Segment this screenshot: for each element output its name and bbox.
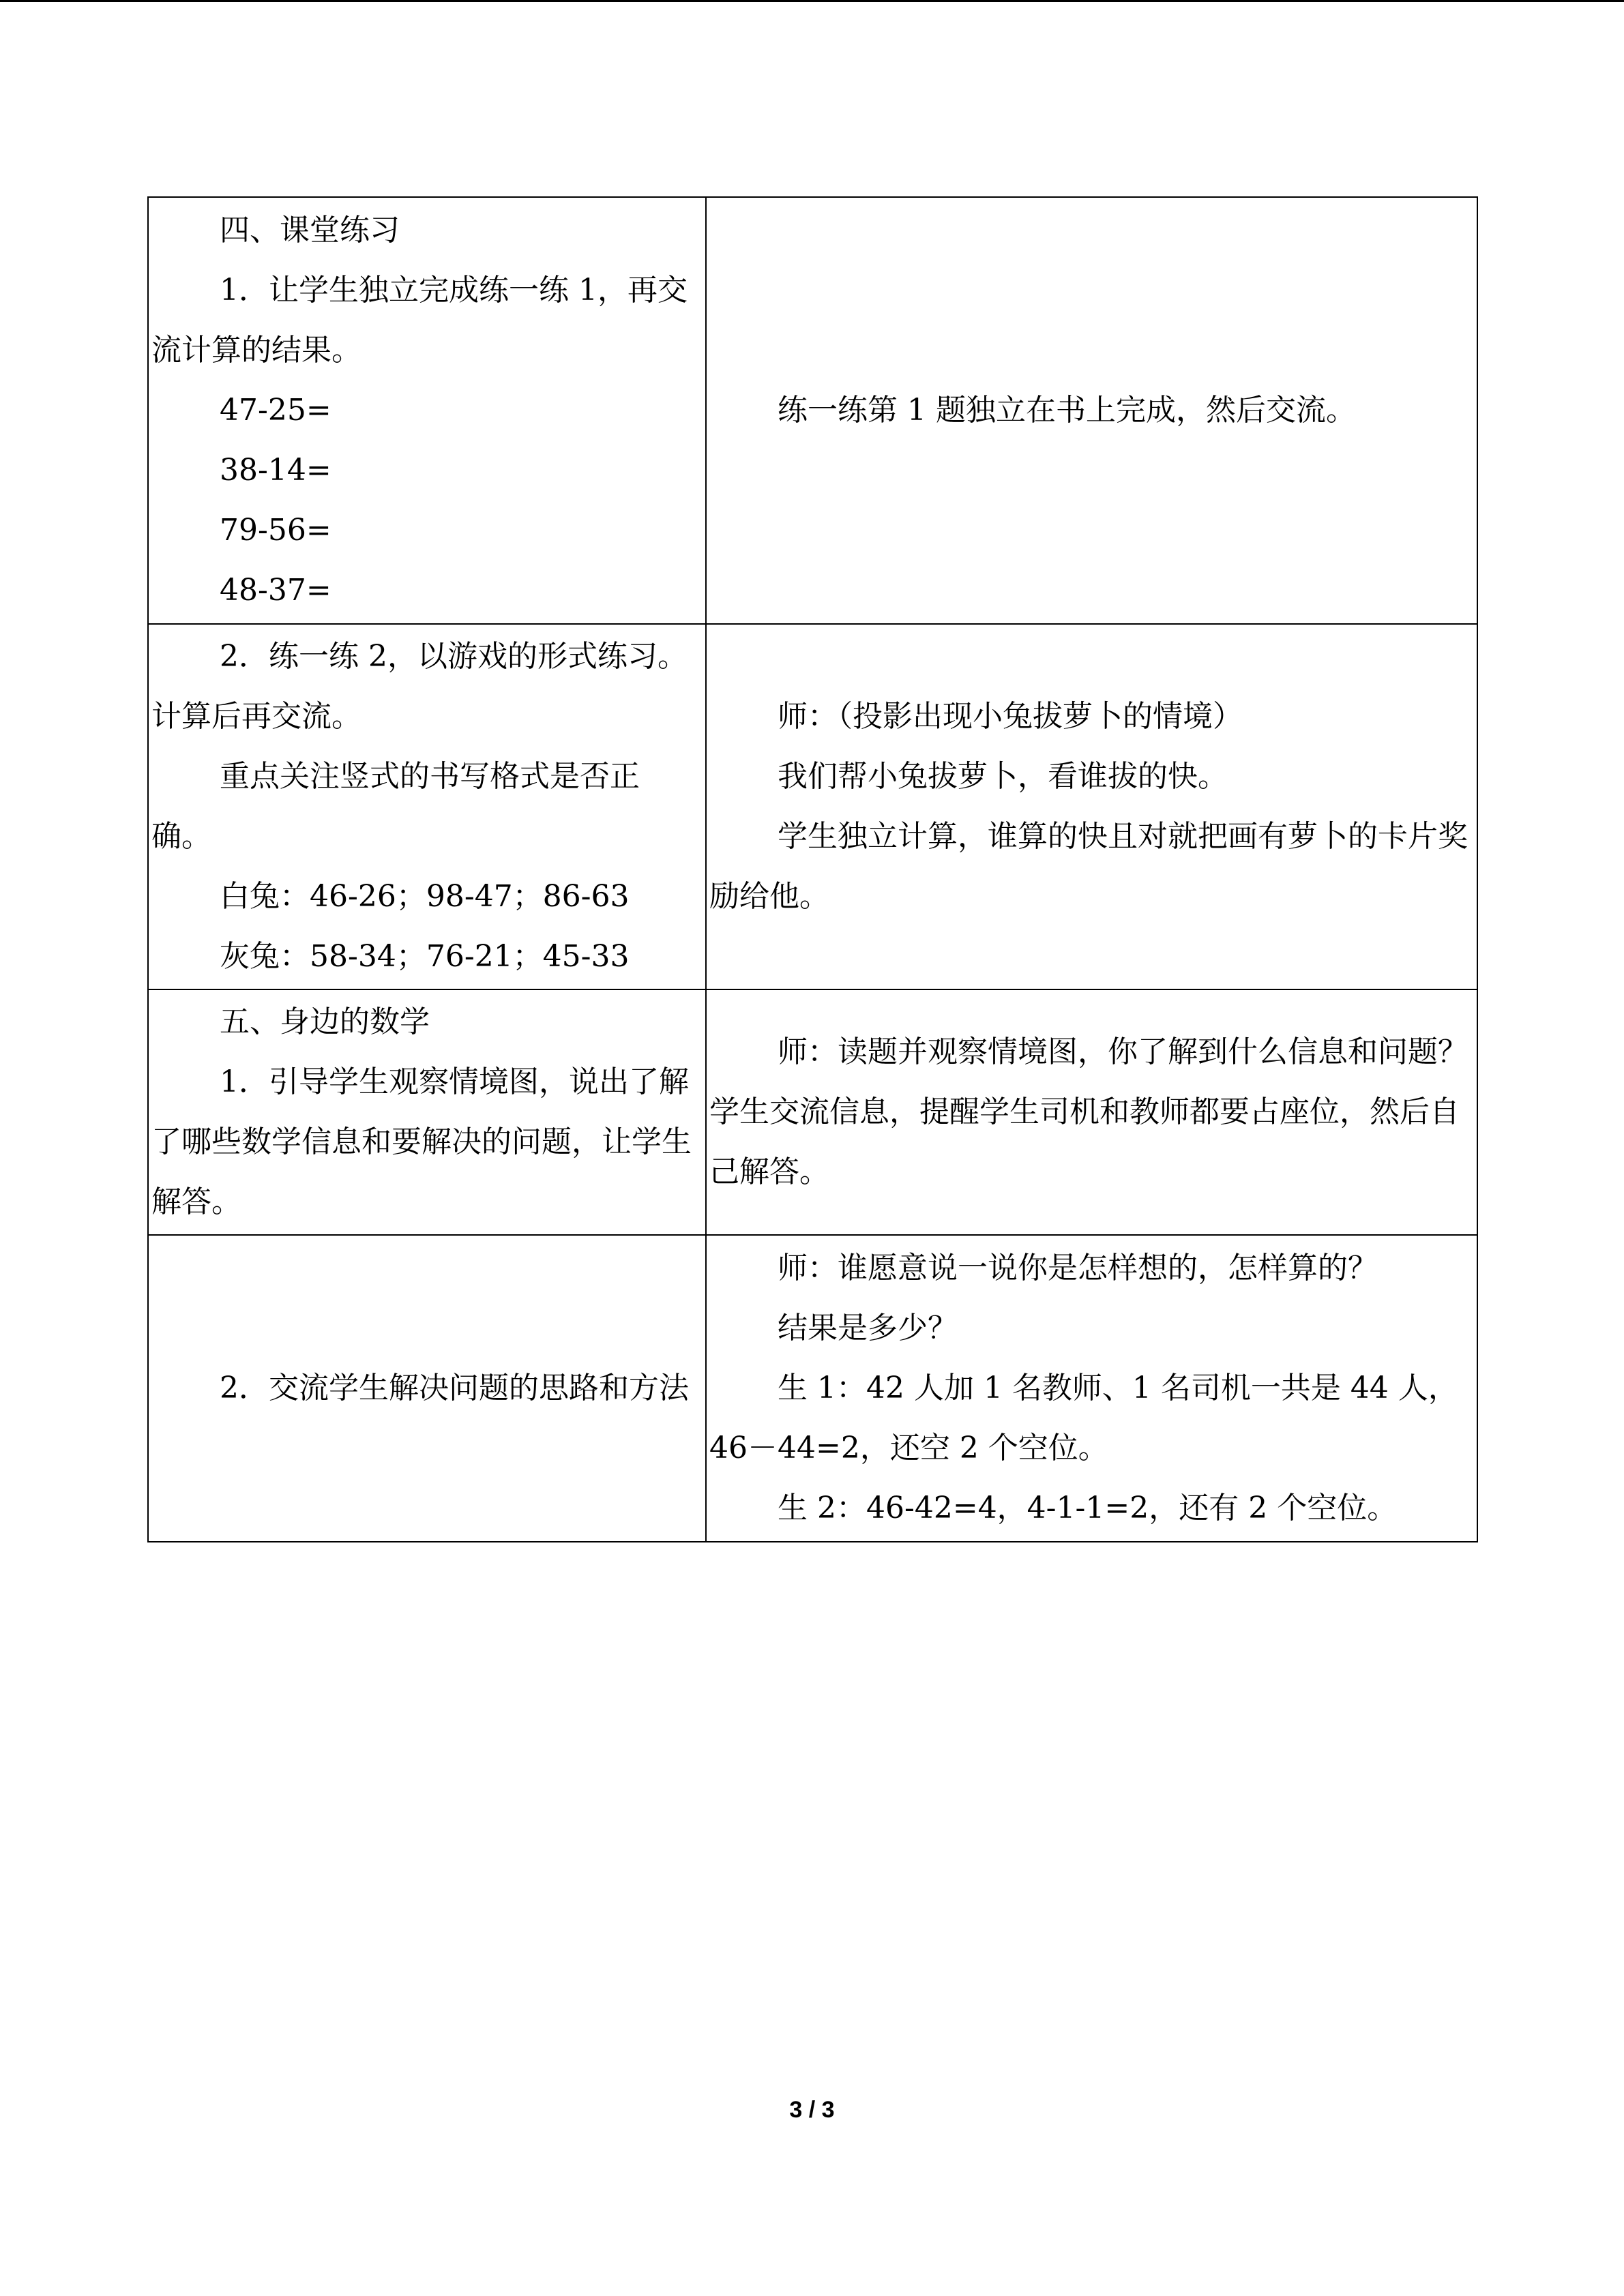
paragraph: 2．练一练 2，以游戏的形式练习。计算后再交流。 bbox=[151, 639, 688, 734]
equation-list: 灰兔：58-34；76-21；45-33 bbox=[220, 939, 630, 974]
paragraph: 师：谁愿意说一说你是怎样想的，怎样算的？ bbox=[778, 1251, 1378, 1285]
table-row-everyday-math bbox=[148, 989, 1477, 1235]
table-row-class-practice bbox=[148, 197, 1477, 624]
paragraph: 我们帮小兔拔萝卜，看谁拔的快。 bbox=[778, 759, 1228, 794]
top-border-line bbox=[0, 0, 1624, 2]
cell-teaching-process bbox=[148, 624, 706, 989]
cell-teaching-process bbox=[148, 1235, 706, 1542]
lesson-plan-table bbox=[147, 196, 1478, 1542]
cell-activity-notes bbox=[706, 989, 1477, 1235]
equation: 47-25= bbox=[220, 393, 331, 428]
equation: 79-56= bbox=[220, 513, 331, 548]
equation: 48-37= bbox=[220, 573, 331, 608]
paragraph: 练一练第 1 题独立在书上完成，然后交流。 bbox=[778, 393, 1356, 428]
table-row-discussion bbox=[148, 1235, 1477, 1542]
page-number: 3 / 3 bbox=[789, 2097, 835, 2123]
cell-activity-notes bbox=[706, 624, 1477, 989]
paragraph: 师：（投影出现小兔拔萝卜的情境） bbox=[778, 699, 1243, 734]
cell-teaching-process bbox=[148, 989, 706, 1235]
paragraph: 1．引导学生观察情境图，说出了解了哪些数学信息和要解决的问题，让学生解答。 bbox=[151, 1064, 692, 1219]
section-heading: 四、课堂练习 bbox=[220, 213, 400, 248]
paragraph: 1．让学生独立完成练一练 1，再交流计算的结果。 bbox=[151, 273, 688, 368]
equation: 38-14= bbox=[220, 453, 331, 488]
cell-teaching-process bbox=[148, 197, 706, 624]
table-row-game-practice bbox=[148, 624, 1477, 989]
paragraph: 重点关注竖式的书写格式是否正确。 bbox=[151, 759, 640, 854]
paragraph: 学生独立计算，谁算的快且对就把画有萝卜的卡片奖励给他。 bbox=[709, 819, 1468, 914]
cell-activity-notes bbox=[706, 197, 1477, 624]
equation-list: 白兔：46-26；98-47；86-63 bbox=[220, 879, 630, 914]
paragraph: 师：读题并观察情境图，你了解到什么信息和问题？学生交流信息，提醒学生司机和教师都要占座位，然后自己解答。 bbox=[709, 1034, 1468, 1189]
section-heading: 五、身边的数学 bbox=[220, 1004, 430, 1039]
cell-activity-notes bbox=[706, 1235, 1477, 1542]
paragraph: 生 2：46-42=4，4-1-1=2，还有 2 个空位。 bbox=[778, 1491, 1398, 1525]
paragraph: 结果是多少？ bbox=[778, 1311, 958, 1345]
paragraph: 生 1：42 人加 1 名教师、1 名司机一共是 44 人，46－44=2，还空 2 个空位。 bbox=[709, 1371, 1458, 1465]
paragraph: 2．交流学生解决问题的思路和方法 bbox=[220, 1371, 689, 1405]
